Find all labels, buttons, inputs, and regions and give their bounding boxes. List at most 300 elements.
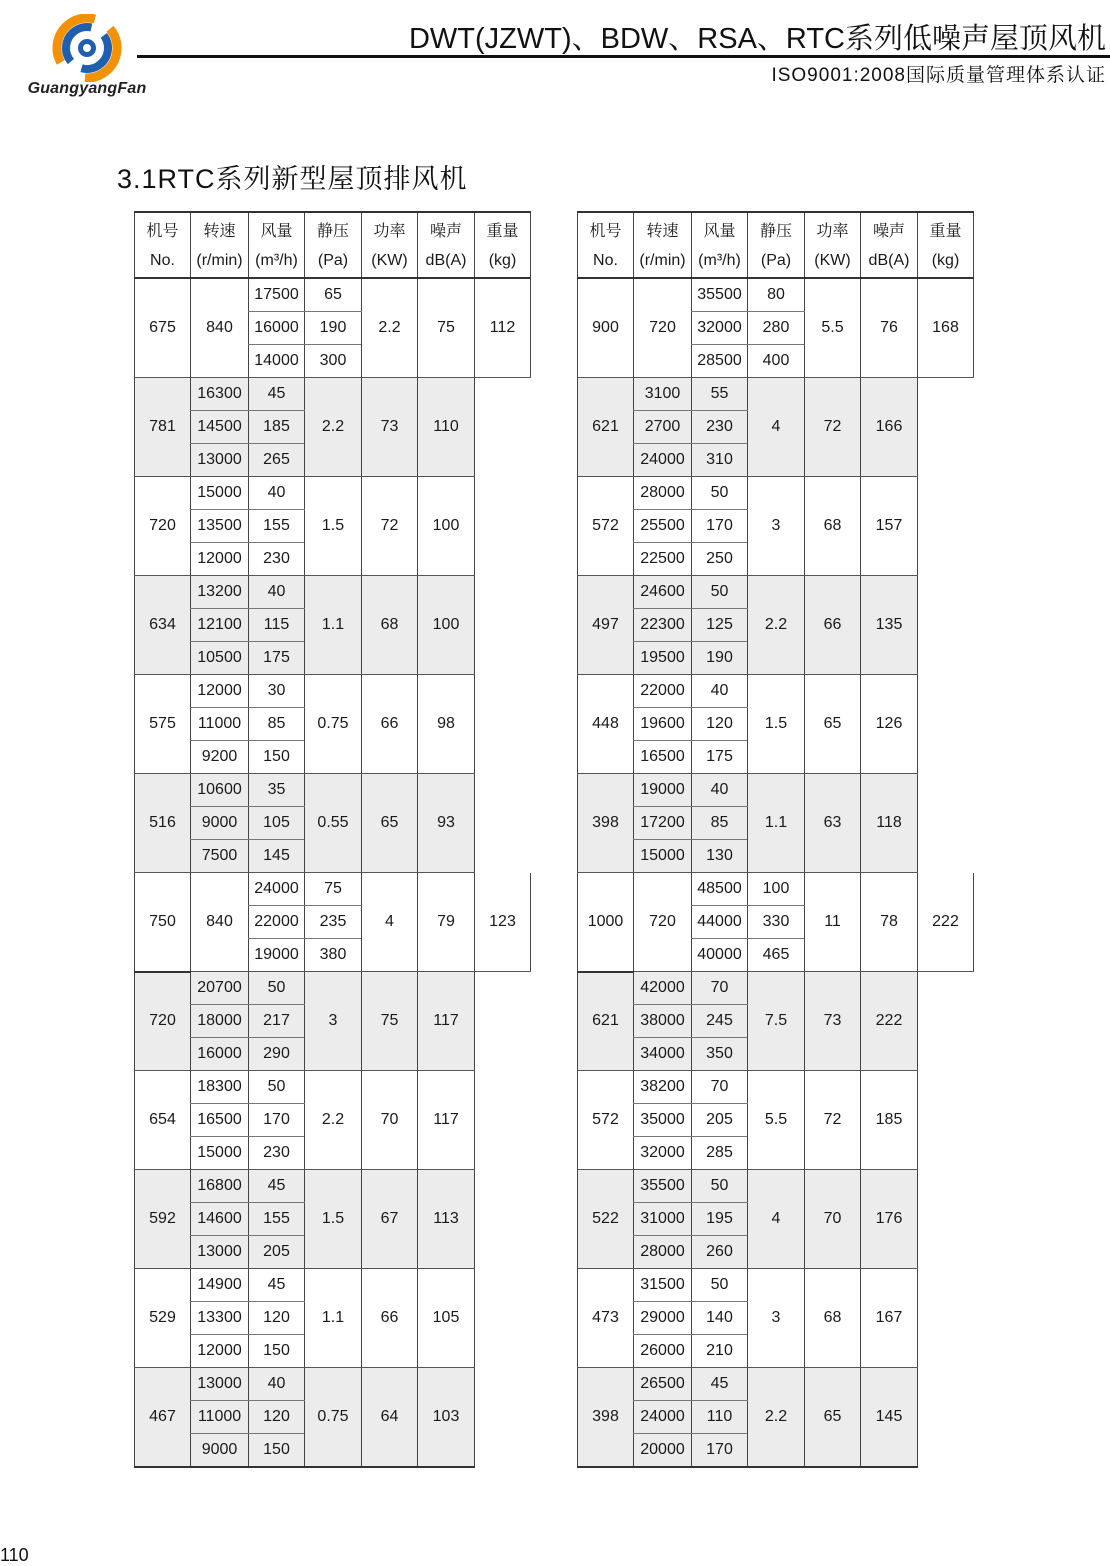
speed-group [578,774,974,873]
power-cell: 2.2 [305,378,362,477]
pressure-cell: 380 [305,939,362,972]
table-row [135,576,531,609]
noise-cell: 66 [362,675,418,774]
airflow-cell: 12100 [191,609,249,642]
speed-cell: 575 [135,675,191,774]
page-number: 110 [0,1545,29,1565]
table-row [578,1368,974,1401]
pressure-cell: 120 [249,1401,305,1434]
airflow-cell: 13200 [191,576,249,609]
airflow-cell: 3100 [634,378,692,411]
guangyang-logo-icon [48,14,126,82]
noise-cell: 72 [805,378,861,477]
airflow-cell: 29000 [634,1302,692,1335]
pressure-cell: 115 [249,609,305,642]
speed-cell: 840 [191,278,249,378]
pressure-cell: 170 [249,1104,305,1137]
noise-cell: 76 [861,278,918,378]
pressure-cell: 280 [748,312,805,345]
weight-cell: 157 [861,477,918,576]
pressure-cell: 230 [249,1137,305,1170]
table-row [135,774,531,807]
pressure-cell: 40 [249,576,305,609]
speed-cell: 572 [578,1071,634,1170]
column-header: dB(A) [861,245,918,278]
power-cell: 1.1 [748,774,805,873]
noise-cell: 66 [805,576,861,675]
column-header: (KW) [805,245,861,278]
weight-cell: 135 [861,576,918,675]
speed-group [135,1269,531,1368]
airflow-cell: 40000 [692,939,748,972]
column-header: (r/min) [191,245,249,278]
pressure-cell: 265 [249,444,305,477]
power-cell: 0.55 [305,774,362,873]
airflow-cell: 16500 [191,1104,249,1137]
pressure-cell: 120 [249,1302,305,1335]
speed-cell: 592 [135,1170,191,1269]
airflow-cell: 24000 [634,444,692,477]
column-header: 重量 [918,212,974,245]
pressure-cell: 350 [692,1038,748,1071]
weight-cell: 167 [861,1269,918,1368]
airflow-cell: 14900 [191,1269,249,1302]
column-header: 功率 [362,212,418,245]
speed-group [135,1071,531,1170]
airflow-cell: 18000 [191,1005,249,1038]
speed-cell: 473 [578,1269,634,1368]
pressure-cell: 85 [249,708,305,741]
airflow-cell: 9000 [191,807,249,840]
airflow-cell: 16500 [634,741,692,774]
pressure-cell: 45 [249,1269,305,1302]
header-row [578,212,974,245]
spec-table-right [577,211,974,1468]
column-header: (kg) [475,245,531,278]
airflow-cell: 22000 [249,906,305,939]
airflow-cell: 24000 [249,873,305,906]
noise-cell: 75 [362,972,418,1071]
airflow-cell: 35500 [692,278,748,312]
power-cell: 1.1 [305,576,362,675]
speed-cell: 720 [135,972,191,1071]
airflow-cell: 16300 [191,378,249,411]
airflow-cell: 18300 [191,1071,249,1104]
airflow-cell: 24000 [634,1401,692,1434]
weight-cell: 222 [861,972,918,1071]
speed-group [135,576,531,675]
logo-text: GuangyangFan [27,80,147,97]
airflow-cell: 19600 [634,708,692,741]
table-row [578,873,974,906]
noise-cell: 68 [805,1269,861,1368]
speed-group [578,278,974,378]
speed-group [578,873,974,972]
airflow-cell: 22000 [634,675,692,708]
pressure-cell: 285 [692,1137,748,1170]
airflow-cell: 32000 [692,312,748,345]
power-cell: 5.5 [748,1071,805,1170]
pressure-cell: 70 [692,972,748,1005]
pressure-cell: 205 [692,1104,748,1137]
pressure-cell: 290 [249,1038,305,1071]
airflow-cell: 10600 [191,774,249,807]
column-header: (r/min) [634,245,692,278]
table-row [578,1269,974,1302]
airflow-cell: 15000 [634,840,692,873]
airflow-cell: 19000 [249,939,305,972]
pressure-cell: 50 [692,1269,748,1302]
airflow-cell: 7500 [191,840,249,873]
speed-group [578,1269,974,1368]
pressure-cell: 65 [305,278,362,312]
speed-group [135,1170,531,1269]
power-cell: 0.75 [305,1368,362,1468]
header-row [578,245,974,278]
section-title: 3.1RTC系列新型屋顶排风机 [117,164,468,194]
speed-cell: 467 [135,1368,191,1468]
pressure-cell: 110 [692,1401,748,1434]
table-row [135,1368,531,1401]
pressure-cell: 30 [249,675,305,708]
column-header: 机号 [578,212,634,245]
table-row [135,378,531,411]
airflow-cell: 9000 [191,1434,249,1468]
pressure-cell: 210 [692,1335,748,1368]
table-row [135,675,531,708]
column-header: 静压 [305,212,362,245]
pressure-cell: 45 [692,1368,748,1401]
pressure-cell: 35 [249,774,305,807]
pressure-cell: 245 [692,1005,748,1038]
speed-cell: 621 [578,972,634,1071]
airflow-cell: 26500 [634,1368,692,1401]
table-row [578,378,974,411]
airflow-cell: 38200 [634,1071,692,1104]
table-row [135,873,531,906]
weight-cell: 110 [418,378,475,477]
pressure-cell: 75 [305,873,362,906]
airflow-cell: 35000 [634,1104,692,1137]
speed-cell: 497 [578,576,634,675]
airflow-cell: 31000 [634,1203,692,1236]
column-header: (Pa) [305,245,362,278]
header-row [135,245,531,278]
speed-group [578,675,974,774]
column-header: No. [135,245,191,278]
noise-cell: 66 [362,1269,418,1368]
table-row [578,576,974,609]
noise-cell: 72 [362,477,418,576]
pressure-cell: 105 [249,807,305,840]
pressure-cell: 120 [692,708,748,741]
airflow-cell: 15000 [191,477,249,510]
pressure-cell: 50 [692,1170,748,1203]
weight-cell: 166 [861,378,918,477]
pressure-cell: 55 [692,378,748,411]
header-row [135,212,531,245]
pressure-cell: 150 [249,1335,305,1368]
noise-cell: 73 [362,378,418,477]
airflow-cell: 22500 [634,543,692,576]
speed-cell: 720 [634,873,692,972]
pressure-cell: 150 [249,741,305,774]
column-header: (Pa) [748,245,805,278]
airflow-cell: 35500 [634,1170,692,1203]
pressure-cell: 40 [249,477,305,510]
power-cell: 2.2 [748,576,805,675]
table-row [578,278,974,312]
column-header: 功率 [805,212,861,245]
noise-cell: 68 [805,477,861,576]
speed-group [135,873,531,972]
power-cell: 3 [748,477,805,576]
airflow-cell: 17200 [634,807,692,840]
pressure-cell: 50 [692,576,748,609]
airflow-cell: 19500 [634,642,692,675]
weight-cell: 93 [418,774,475,873]
airflow-cell: 38000 [634,1005,692,1038]
pressure-cell: 230 [249,543,305,576]
speed-cell: 398 [578,774,634,873]
pressure-cell: 100 [748,873,805,906]
airflow-cell: 13000 [191,444,249,477]
noise-cell: 75 [418,278,475,378]
column-header: 转速 [634,212,692,245]
power-cell: 7.5 [748,972,805,1071]
power-cell: 3 [748,1269,805,1368]
table-row [135,1170,531,1203]
speed-cell: 621 [578,378,634,477]
column-header: 风量 [249,212,305,245]
weight-cell: 98 [418,675,475,774]
pressure-cell: 70 [692,1071,748,1104]
pressure-cell: 50 [249,1071,305,1104]
power-cell: 3 [305,972,362,1071]
table-row [578,774,974,807]
airflow-cell: 28000 [634,1236,692,1269]
speed-group [135,378,531,477]
table-row [578,675,974,708]
speed-cell: 398 [578,1368,634,1468]
airflow-cell: 13000 [191,1368,249,1401]
weight-cell: 100 [418,576,475,675]
noise-cell: 70 [362,1071,418,1170]
column-header: (m³/h) [249,245,305,278]
airflow-cell: 10500 [191,642,249,675]
speed-group [135,774,531,873]
airflow-cell: 14600 [191,1203,249,1236]
speed-group [578,1071,974,1170]
airflow-cell: 12000 [191,1335,249,1368]
pressure-cell: 300 [305,345,362,378]
speed-group [135,1368,531,1468]
column-header: 风量 [692,212,748,245]
weight-cell: 100 [418,477,475,576]
fan-model-number: 675 [135,278,191,378]
power-cell: 2.2 [305,1071,362,1170]
weight-cell: 118 [861,774,918,873]
pressure-cell: 465 [748,939,805,972]
table-row [578,1170,974,1203]
noise-cell: 65 [362,774,418,873]
header-subtitle: ISO9001:2008国际质量管理体系认证 [771,65,1106,86]
noise-cell: 72 [805,1071,861,1170]
speed-cell: 634 [135,576,191,675]
pressure-cell: 145 [249,840,305,873]
airflow-cell: 9200 [191,741,249,774]
table-row [578,477,974,510]
speed-group [578,1170,974,1269]
table-row [135,278,531,312]
table-row [135,1269,531,1302]
airflow-cell: 13300 [191,1302,249,1335]
weight-cell: 145 [861,1368,918,1468]
weight-cell: 105 [418,1269,475,1368]
airflow-cell: 48500 [692,873,748,906]
column-header: (kg) [918,245,974,278]
airflow-cell: 28000 [634,477,692,510]
pressure-cell: 400 [748,345,805,378]
noise-cell: 67 [362,1170,418,1269]
airflow-cell: 12000 [191,675,249,708]
airflow-cell: 20700 [191,972,249,1005]
speed-group [135,278,531,378]
airflow-cell: 42000 [634,972,692,1005]
pressure-cell: 260 [692,1236,748,1269]
airflow-cell: 12000 [191,543,249,576]
airflow-cell: 14500 [191,411,249,444]
airflow-cell: 31500 [634,1269,692,1302]
speed-cell: 840 [191,873,249,972]
table-row [578,972,974,1005]
pressure-cell: 170 [692,1434,748,1468]
pressure-cell: 45 [249,378,305,411]
speed-group [135,675,531,774]
airflow-cell: 24600 [634,576,692,609]
weight-cell: 123 [475,873,531,972]
pressure-cell: 40 [692,675,748,708]
speed-cell: 720 [634,278,692,378]
pressure-cell: 195 [692,1203,748,1236]
column-header: 噪声 [418,212,475,245]
speed-cell: 516 [135,774,191,873]
weight-cell: 112 [475,278,531,378]
power-cell: 1.1 [305,1269,362,1368]
noise-cell: 70 [805,1170,861,1269]
airflow-cell: 22300 [634,609,692,642]
weight-cell: 185 [861,1071,918,1170]
airflow-cell: 28500 [692,345,748,378]
airflow-cell: 2700 [634,411,692,444]
speed-group [578,477,974,576]
pressure-cell: 230 [692,411,748,444]
airflow-cell: 26000 [634,1335,692,1368]
power-cell: 1.5 [748,675,805,774]
airflow-cell: 16000 [191,1038,249,1071]
pressure-cell: 140 [692,1302,748,1335]
weight-cell: 117 [418,972,475,1071]
column-header: 重量 [475,212,531,245]
fan-model-number: 1000 [578,873,634,972]
noise-cell: 64 [362,1368,418,1468]
airflow-cell: 20000 [634,1434,692,1468]
noise-cell: 63 [805,774,861,873]
airflow-cell: 14000 [249,345,305,378]
pressure-cell: 130 [692,840,748,873]
airflow-cell: 16000 [249,312,305,345]
power-cell: 5.5 [805,278,861,378]
speed-cell: 781 [135,378,191,477]
column-header: dB(A) [418,245,475,278]
pressure-cell: 185 [249,411,305,444]
column-header: (m³/h) [692,245,748,278]
column-header: 转速 [191,212,249,245]
fan-model-number: 750 [135,873,191,972]
power-cell: 0.75 [305,675,362,774]
company-logo [22,10,152,102]
pressure-cell: 40 [692,774,748,807]
table-row [135,477,531,510]
pressure-cell: 310 [692,444,748,477]
pressure-cell: 155 [249,1203,305,1236]
airflow-cell: 11000 [191,708,249,741]
fan-model-number: 900 [578,278,634,378]
airflow-cell: 32000 [634,1137,692,1170]
noise-cell: 79 [418,873,475,972]
power-cell: 4 [748,378,805,477]
airflow-cell: 13000 [191,1236,249,1269]
pressure-cell: 45 [249,1170,305,1203]
speed-group [135,477,531,576]
airflow-cell: 25500 [634,510,692,543]
weight-cell: 126 [861,675,918,774]
weight-cell: 103 [418,1368,475,1468]
pressure-cell: 190 [305,312,362,345]
table-row [135,972,531,1005]
speed-group [578,576,974,675]
speed-cell: 720 [135,477,191,576]
column-header: No. [578,245,634,278]
speed-group [578,378,974,477]
weight-cell: 117 [418,1071,475,1170]
column-header: (KW) [362,245,418,278]
speed-cell: 448 [578,675,634,774]
power-cell: 11 [805,873,861,972]
weight-cell: 113 [418,1170,475,1269]
airflow-cell: 16800 [191,1170,249,1203]
noise-cell: 78 [861,873,918,972]
speed-group [578,1368,974,1468]
speed-cell: 572 [578,477,634,576]
power-cell: 4 [362,873,418,972]
pressure-cell: 125 [692,609,748,642]
speed-cell: 654 [135,1071,191,1170]
power-cell: 2.2 [362,278,418,378]
speed-cell: 522 [578,1170,634,1269]
pressure-cell: 150 [249,1434,305,1468]
pressure-cell: 250 [692,543,748,576]
column-header: 噪声 [861,212,918,245]
pressure-cell: 330 [748,906,805,939]
speed-cell: 529 [135,1269,191,1368]
table-row [578,1071,974,1104]
header-rule [137,55,1110,58]
pressure-cell: 170 [692,510,748,543]
pressure-cell: 85 [692,807,748,840]
column-header: 静压 [748,212,805,245]
noise-cell: 65 [805,1368,861,1468]
